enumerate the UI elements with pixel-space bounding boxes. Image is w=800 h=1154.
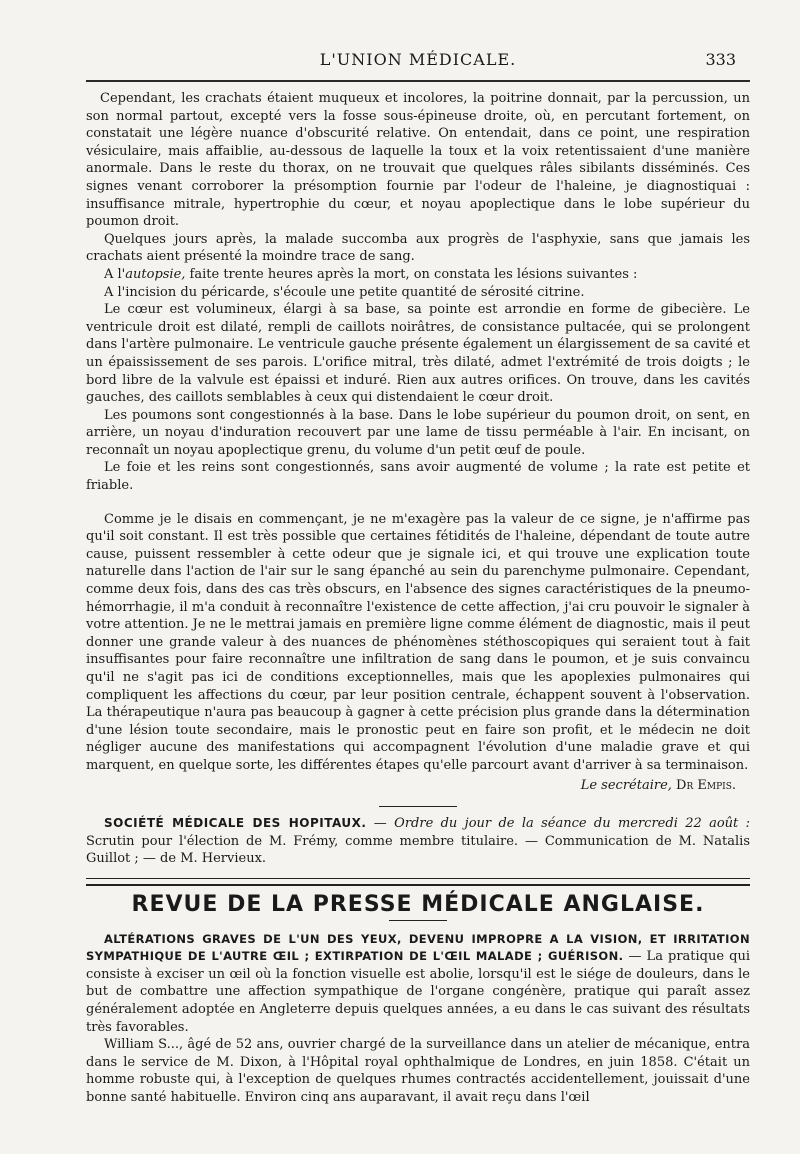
paragraph-2: Quelques jours après, la malade succomba aux progrès de l'asphyxie, sans que jamais les crachats aient présenté la moindre trace de sang. <box>86 231 750 265</box>
signature <box>86 777 750 795</box>
article-body <box>86 90 750 1106</box>
section-sub-rule <box>389 920 447 921</box>
signature-name: Dr Empis. <box>676 777 736 793</box>
header-rule <box>86 80 750 82</box>
paragraph-5: Le cœur est volumineux, élargi à sa base, sa pointe est arrondie en forme de gibecière. Le ventricule droit est dilaté, rempli de caillots noirâtres, de consistance pultacée, qui se prolongent dans l'artère pulmonaire. Le ventricule gauche présente également un élargissement de sa cavité et un épaississement de ses parois. L'orifice mitral, très dilaté, admet l'extrémité de trois doigts ; le bord libre de la valvule est épaissi et induré. Rien aux autres orifices. On trouve, dans les cavités gauches, des caillots semblables à ceux qui distendaient le cœur droit. <box>86 302 750 406</box>
society-dash: — <box>366 816 395 832</box>
signature-role: Le secrétaire, <box>580 777 672 793</box>
society-agenda: Ordre du jour de la séance du mercredi 22 août : <box>394 816 751 832</box>
society-details: Scrutin pour l'élection de M. Frémy, comme membre titulaire. — Communication de M. Natalis Guillot ; — de M. Hervieux. <box>86 833 750 867</box>
paragraph-4: A l'incision du péricarde, s'écoule une petite quantité de sérosité citrine. <box>104 284 585 300</box>
page-header <box>86 44 750 78</box>
section-title: REVUE DE LA PRESSE MÉDICALE ANGLAISE. <box>131 891 705 917</box>
paragraph-8: Comme je le disais en commençant, je ne m'exagère pas la valeur de ce signe, je n'affirme pas qu'il soit constant. Il est très possible que certaines fétidités de l'haleine, dépendant de toute autre cause, puissent ressembler à cette odeur que je signale ici, et qui trouve une explication toute naturelle dans l'action de l'air sur le sang épanché au sein du parenchyme pulmonaire. Cependant, comme deux fois, dans des cas très obscurs, en l'absence des signes caractéristiques de la pneumo-hémorrhagie, il m'a conduit à reconnaître l'existence de cette affection, j'ai cru pouvoir le signaler à votre attention. Je ne le mettrai jamais en première ligne comme élément de diagnostic, mais il peut donner une grande valeur à des nuances de phénomènes stéthoscopiques qui seraient tout à fait insuffisantes pour faire reconnaître une infiltration de sang dans le poumon, et je suis convaincu qu'il ne s'agit pas ici de conditions exceptionnelles, mais que les apoplexies pulmonaires qui compliquent les affections du cœur, par leur position centrale, échappent souvent à l'observation. La thérapeutique n'aura pas beaucoup à gagner à cette précision plus grande dans la détermination d'une lésion toute secondaire, mais le pronostic peut en faire son profit, et le médecin ne doit négliger aucune des manifestations qui accompagnent l'évolution d'une maladie grave et qui marquent, en quelque sorte, les différentes étapes qu'elle parcourt avant d'arriver à sa terminaison. <box>86 511 750 773</box>
paragraph-3 <box>86 266 750 284</box>
article-heading: ALTÉRATIONS GRAVES DE L'UN DES YEUX, DEVENU IMPROPRE A LA VISION, ET IRRITATION SYMPATHIQUE DE L'AUTRE ŒIL ; EXTIRPATION DE L'ŒIL MALADE ; GUÉRISON. <box>86 931 750 964</box>
page-number: 333 <box>705 50 736 69</box>
paragraph-1: Cependant, les crachats étaient muqueux et incolores, la poitrine donnait, par la percussion, un son normal partout, excepté vers la fosse sous-épineuse droite, où, en percutant fortement, on constatait une légère nuance d'obscurité relative. On entendait, dans ce point, une respiration vésiculaire, mais affaiblie, au-dessous de laquelle la toux et la voix retentissaient d'une manière anormale. Dans le reste du thorax, on ne trouvait que quelques râles sibilants disséminés. Ces signes venant corroborer la présomption fournie par l'odeur de l'haleine, je diagnostiquai : insuffisance mitrale, hypertrophie du cœur, et noyau apoplectique dans le lobe supérieur du poumon droit. <box>86 91 750 230</box>
paragraph-7: Le foie et les reins sont congestionnés, sans avoir augmenté de volume ; la rate est petite et friable. <box>86 460 750 494</box>
section-double-rule <box>86 878 750 886</box>
running-title: L'UNION MÉDICALE. <box>319 50 517 69</box>
paragraph-6: Les poumons sont congestionnés à la base. Dans le lobe supérieur du poumon droit, on sent, en arrière, un noyau d'induration recouvert par une lame de tissu perméable à l'air. En incisant, on reconnaît un noyau apoplectique grenu, du volume d'un petit œuf de poule. <box>86 407 750 458</box>
article-case: William S..., âgé de 52 ans, ouvrier chargé de la surveillance dans un atelier de mécanique, entra dans le service de M. Dixon, à l'Hôpital royal ophthalmique de Londres, en juin 1858. C'était un homme robuste qui, à l'exception de quelques rhumes contractés accidentellement, jouissait d'une bonne santé habituelle. Environ cinq ans auparavant, il avait reçu dans l'œil <box>86 1037 750 1105</box>
society-notice <box>86 815 750 868</box>
article-lead <box>86 931 750 1037</box>
autopsie-term: autopsie, <box>125 266 186 282</box>
paragraph-3-rest: faite trente heures après la mort, on constata les lésions suivantes : <box>185 266 638 282</box>
separator-rule <box>379 806 457 807</box>
society-heading: SOCIÉTÉ MÉDICALE DES HOPITAUX. <box>104 816 367 831</box>
paragraph-3-prefix: A l' <box>104 266 126 282</box>
article-intro: — La pratique qui consiste à exciser un œil où la fonction visuelle est abolie, lorsqu'il est le siége de douleurs, dans le but de combattre une affection sympathique de l'organe congénère, pratique qui paraît assez généralement adoptée en Angleterre depuis quelques années, a eu dans le cas suivant des résultats très favorables. <box>86 949 750 1035</box>
